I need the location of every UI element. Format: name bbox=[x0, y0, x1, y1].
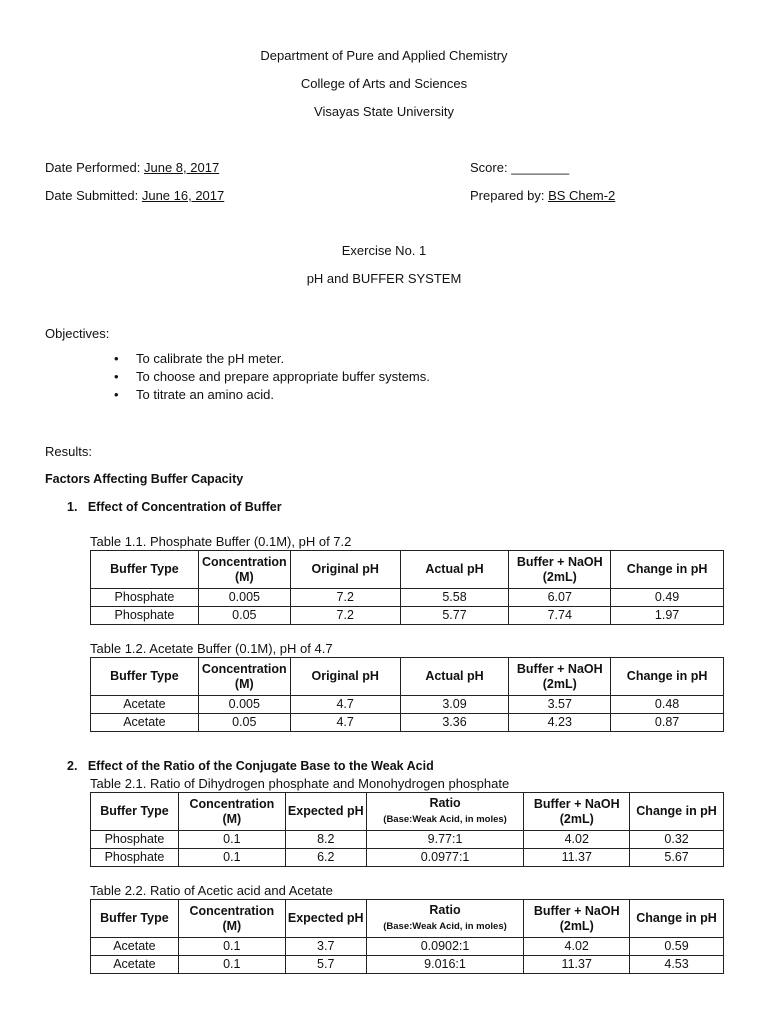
table-cell: Acetate bbox=[91, 714, 199, 732]
table-1-1-caption: Table 1.1. Phosphate Buffer (0.1M), pH of 7.2 bbox=[90, 534, 352, 549]
column-header: Actual pH bbox=[400, 658, 509, 696]
column-header: Change in pH bbox=[611, 551, 724, 589]
table-cell: 0.05 bbox=[198, 714, 290, 732]
column-header: Concentration (M) bbox=[198, 658, 290, 696]
score-label: Score: bbox=[470, 160, 508, 175]
table-1-2 bbox=[90, 657, 724, 732]
column-header: Change in pH bbox=[630, 900, 724, 938]
date-submitted bbox=[45, 188, 224, 203]
university-heading: Visayas State University bbox=[314, 104, 454, 119]
prepared-by-label: Prepared by: bbox=[470, 188, 545, 203]
table-row bbox=[91, 607, 724, 625]
column-header: Buffer + NaOH (2mL) bbox=[509, 551, 611, 589]
prepared-by-value: BS Chem-2 bbox=[548, 188, 616, 203]
list-item: • To calibrate the pH meter. bbox=[108, 350, 430, 368]
table-cell: 0.49 bbox=[611, 589, 724, 607]
column-header: Original pH bbox=[290, 551, 400, 589]
table-cell: 0.59 bbox=[630, 938, 724, 956]
table-row bbox=[91, 589, 724, 607]
column-header: Buffer Type bbox=[91, 900, 179, 938]
date-submitted-value: June 16, 2017 bbox=[141, 188, 225, 203]
column-header: Buffer Type bbox=[91, 793, 179, 831]
table-row bbox=[91, 714, 724, 732]
score-value: ________ bbox=[511, 160, 570, 175]
table-cell: 5.67 bbox=[630, 849, 724, 867]
table-row bbox=[91, 831, 724, 849]
table-cell: 0.48 bbox=[611, 696, 724, 714]
table-2-2-caption: Table 2.2. Ratio of Acetic acid and Acetate bbox=[90, 883, 333, 898]
table-cell: 3.57 bbox=[509, 696, 611, 714]
table-row bbox=[91, 956, 724, 974]
column-header: Buffer Type bbox=[91, 551, 199, 589]
table-cell: 7.2 bbox=[290, 589, 400, 607]
subsection-2-title: 2. Effect of the Ratio of the Conjugate Base to the Weak Acid bbox=[67, 759, 434, 773]
table-cell: Acetate bbox=[91, 938, 179, 956]
table-cell: 0.1 bbox=[178, 938, 285, 956]
table-cell: 7.74 bbox=[509, 607, 611, 625]
list-item: • To choose and prepare appropriate buffer systems. bbox=[108, 368, 430, 386]
column-header: Expected pH bbox=[285, 793, 366, 831]
column-header: Buffer Type bbox=[91, 658, 199, 696]
table-cell: 0.1 bbox=[178, 849, 285, 867]
section-title: Factors Affecting Buffer Capacity bbox=[45, 472, 244, 486]
table-cell: 8.2 bbox=[285, 831, 366, 849]
ratio-subheader: (Base:Weak Acid, in moles) bbox=[383, 814, 507, 825]
table-cell: 5.7 bbox=[285, 956, 366, 974]
column-header bbox=[366, 900, 524, 938]
table-cell: 11.37 bbox=[524, 956, 630, 974]
column-header: Change in pH bbox=[611, 658, 724, 696]
table-cell: 0.0977:1 bbox=[366, 849, 524, 867]
table-2-1 bbox=[90, 792, 724, 867]
college-heading: College of Arts and Sciences bbox=[300, 76, 468, 91]
table-2-2 bbox=[90, 899, 724, 974]
score bbox=[470, 160, 569, 175]
table-cell: 5.58 bbox=[400, 589, 509, 607]
table-cell: 6.07 bbox=[509, 589, 611, 607]
table-2-1-caption: Table 2.1. Ratio of Dihydrogen phosphate and Monohydrogen phosphate bbox=[90, 776, 510, 791]
table-cell: Acetate bbox=[91, 696, 199, 714]
table-cell: 7.2 bbox=[290, 607, 400, 625]
ratio-header: Ratio bbox=[429, 903, 461, 917]
table-row bbox=[91, 938, 724, 956]
table-1-1 bbox=[90, 550, 724, 625]
table-cell: Phosphate bbox=[91, 849, 179, 867]
table-row bbox=[91, 849, 724, 867]
ratio-subheader: (Base:Weak Acid, in moles) bbox=[383, 921, 507, 932]
table-cell: 1.97 bbox=[611, 607, 724, 625]
table-cell: 4.23 bbox=[509, 714, 611, 732]
list-item: • To titrate an amino acid. bbox=[108, 386, 430, 404]
table-cell: 0.05 bbox=[198, 607, 290, 625]
table-cell: 3.7 bbox=[285, 938, 366, 956]
column-header: Concentration (M) bbox=[198, 551, 290, 589]
table-cell: 4.53 bbox=[630, 956, 724, 974]
column-header: Original pH bbox=[290, 658, 400, 696]
table-cell: Phosphate bbox=[91, 589, 199, 607]
table-cell: 0.005 bbox=[198, 696, 290, 714]
objectives-list bbox=[108, 350, 430, 404]
table-row bbox=[91, 696, 724, 714]
results-heading: Results: bbox=[45, 444, 92, 459]
table-cell: 11.37 bbox=[524, 849, 630, 867]
date-performed bbox=[45, 160, 219, 175]
column-header: Buffer + NaOH (2mL) bbox=[524, 793, 630, 831]
table-cell: 0.0902:1 bbox=[366, 938, 524, 956]
column-header: Expected pH bbox=[285, 900, 366, 938]
table-cell: 4.7 bbox=[290, 714, 400, 732]
table-cell: 9.016:1 bbox=[366, 956, 524, 974]
table-cell: 0.32 bbox=[630, 831, 724, 849]
table-cell: Acetate bbox=[91, 956, 179, 974]
date-performed-value: June 8, 2017 bbox=[144, 160, 220, 175]
table-cell: 0.87 bbox=[611, 714, 724, 732]
exercise-title: pH and BUFFER SYSTEM bbox=[306, 271, 462, 286]
department-heading: Department of Pure and Applied Chemistry bbox=[260, 48, 508, 63]
column-header: Actual pH bbox=[400, 551, 509, 589]
ratio-header: Ratio bbox=[429, 796, 461, 810]
prepared-by bbox=[470, 188, 615, 203]
table-cell: 4.7 bbox=[290, 696, 400, 714]
column-header: Change in pH bbox=[630, 793, 724, 831]
objectives-heading: Objectives: bbox=[45, 326, 110, 341]
table-cell: 0.005 bbox=[198, 589, 290, 607]
table-cell: 4.02 bbox=[524, 938, 630, 956]
table-cell: 9.77:1 bbox=[366, 831, 524, 849]
column-header bbox=[366, 793, 524, 831]
subsection-1-title: 1. Effect of Concentration of Buffer bbox=[67, 500, 282, 514]
table-cell: Phosphate bbox=[91, 831, 179, 849]
table-cell: 0.1 bbox=[178, 956, 285, 974]
date-submitted-label: Date Submitted: bbox=[45, 188, 139, 203]
column-header: Concentration (M) bbox=[178, 793, 285, 831]
table-cell: 3.36 bbox=[400, 714, 509, 732]
table-cell: 5.77 bbox=[400, 607, 509, 625]
table-1-2-caption: Table 1.2. Acetate Buffer (0.1M), pH of 4.7 bbox=[90, 641, 333, 656]
table-cell: Phosphate bbox=[91, 607, 199, 625]
exercise-number: Exercise No. 1 bbox=[341, 243, 427, 258]
column-header: Buffer + NaOH (2mL) bbox=[524, 900, 630, 938]
table-cell: 3.09 bbox=[400, 696, 509, 714]
column-header: Buffer + NaOH (2mL) bbox=[509, 658, 611, 696]
table-cell: 6.2 bbox=[285, 849, 366, 867]
column-header: Concentration (M) bbox=[178, 900, 285, 938]
table-cell: 4.02 bbox=[524, 831, 630, 849]
table-cell: 0.1 bbox=[178, 831, 285, 849]
date-performed-label: Date Performed: bbox=[45, 160, 141, 175]
